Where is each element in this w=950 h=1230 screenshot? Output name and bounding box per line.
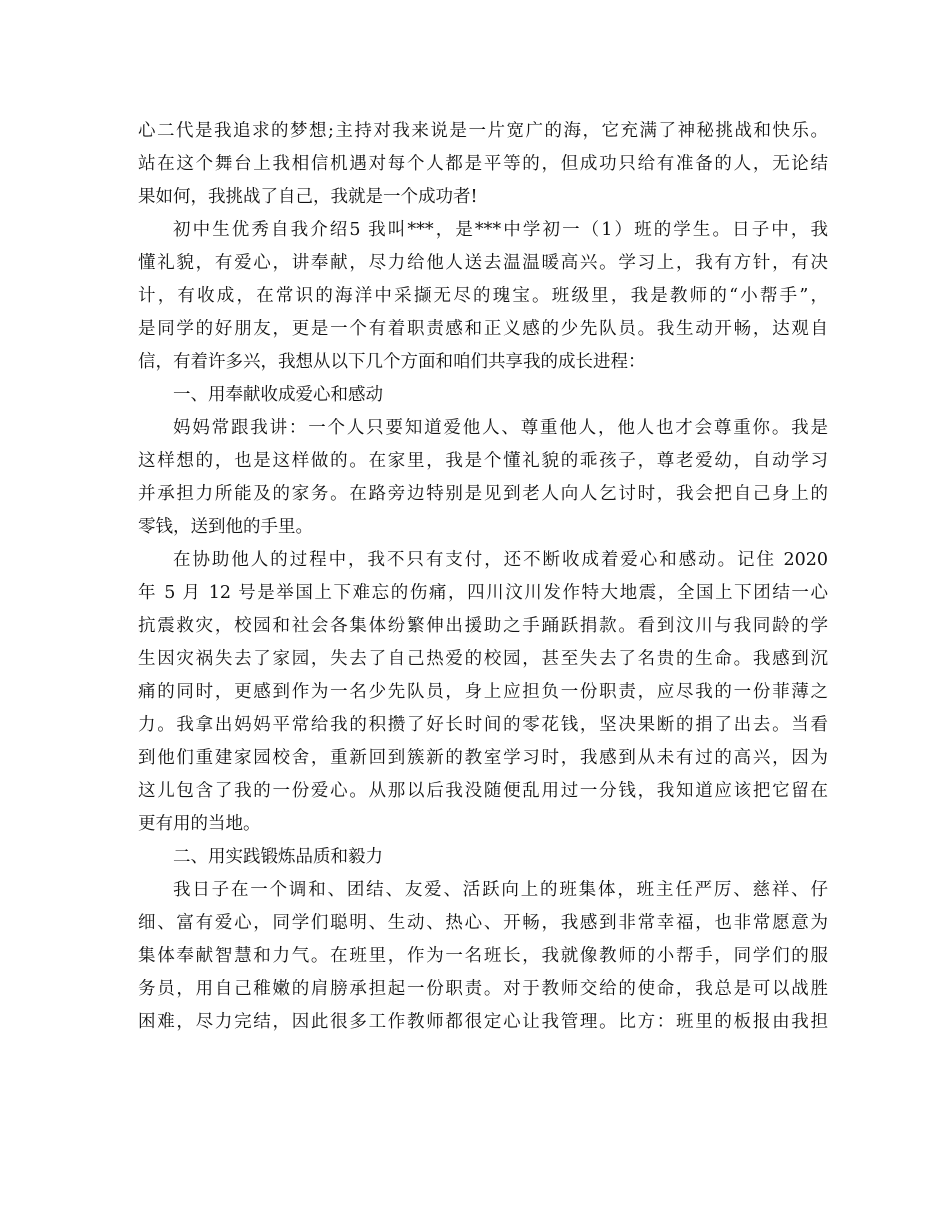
text-line: 到他们重建家园校舍，重新回到簇新的教室学习时，我感到从未有过的高兴，因为 [138, 748, 828, 768]
text-line: 力。我拿出妈妈平常给我的积攒了好长时间的零花钱，坚决果断的捐了出去。当看 [138, 715, 828, 735]
text-line: 零钱，送到他的手里。 [138, 517, 313, 537]
text-line: 我日子在一个调和、团结、友爱、活跃向上的班集体，班主任严厉、慈祥、仔 [173, 880, 828, 900]
text-line: 心二代是我追求的梦想;主持对我来说是一片宽广的海，它充满了神秘挑战和快乐。 [138, 121, 828, 141]
text-line: 困难，尽力完结，因此很多工作教师都很定心让我管理。比方：班里的板报由我担 [138, 1012, 828, 1032]
text-line: 信，有着许多兴，我想从以下几个方面和咱们共享我的成长进程： [138, 352, 646, 372]
text-line: 站在这个舞台上我相信机遇对每个人都是平等的，但成功只给有准备的人，无论结 [138, 154, 828, 174]
text-line: 这样想的，也是这样做的。在家里，我是个懂礼貌的乖孩子，尊老爱幼，自动学习 [138, 451, 828, 471]
text-line: 痛的同时，更感到作为一名少先队员，身上应担负一份职责，应尽我的一份菲薄之 [138, 682, 828, 702]
text-line: 二、用实践锻炼品质和毅力 [173, 847, 383, 867]
text-line: 这儿包含了我的一份爱心。从那以后我没随便乱用过一分钱，我知道应该把它留在 [138, 781, 828, 801]
text-line: 生因灾祸失去了家园，失去了自己热爱的校园，甚至失去了名贵的生命。我感到沉 [138, 649, 828, 669]
text-line: 一、用奉献收成爱心和感动 [173, 385, 383, 405]
document-body [138, 115, 828, 1039]
text-line: 在协助他人的过程中，我不只有支付，还不断收成着爱心和感动。记住 2020 [173, 550, 828, 570]
text-line: 果如何，我挑战了自己，我就是一个成功者! [138, 187, 478, 207]
text-line: 懂礼貌，有爱心，讲奉献，尽力给他人送去温温暖高兴。学习上，我有方针，有决 [138, 253, 828, 273]
text-line: 更有用的当地。 [138, 814, 261, 834]
text-line: 抗震救灾，校园和社会各集体纷繁伸出援助之手踊跃捐款。看到汶川与我同龄的学 [138, 616, 828, 636]
text-line: 计，有收成，在常识的海洋中采撷无尽的瑰宝。班级里，我是教师的“小帮手”， [138, 286, 828, 306]
text-line: 集体奉献智慧和力气。在班里，作为一名班长，我就像教师的小帮手，同学们的服 [138, 946, 828, 966]
text-line: 初中生优秀自我介绍5 我叫***，是***中学初一（1）班的学生。日子中，我 [173, 220, 828, 240]
text-line: 细、富有爱心，同学们聪明、生动、热心、开畅，我感到非常幸福，也非常愿意为 [138, 913, 828, 933]
text-line: 年 5 月 12 号是举国上下难忘的伤痛，四川汶川发作特大地震，全国上下团结一心 [138, 583, 828, 603]
text-line: 并承担力所能及的家务。在路旁边特别是见到老人向人乞讨时，我会把自己身上的 [138, 484, 828, 504]
text-line: 是同学的好朋友，更是一个有着职责感和正义感的少先队员。我生动开畅，达观自 [138, 319, 828, 339]
text-line: 妈妈常跟我讲：一个人只要知道爱他人、尊重他人，他人也才会尊重你。我是 [173, 418, 828, 438]
text-line: 务员，用自己稚嫩的肩膀承担起一份职责。对于教师交给的使命，我总是可以战胜 [138, 979, 828, 999]
